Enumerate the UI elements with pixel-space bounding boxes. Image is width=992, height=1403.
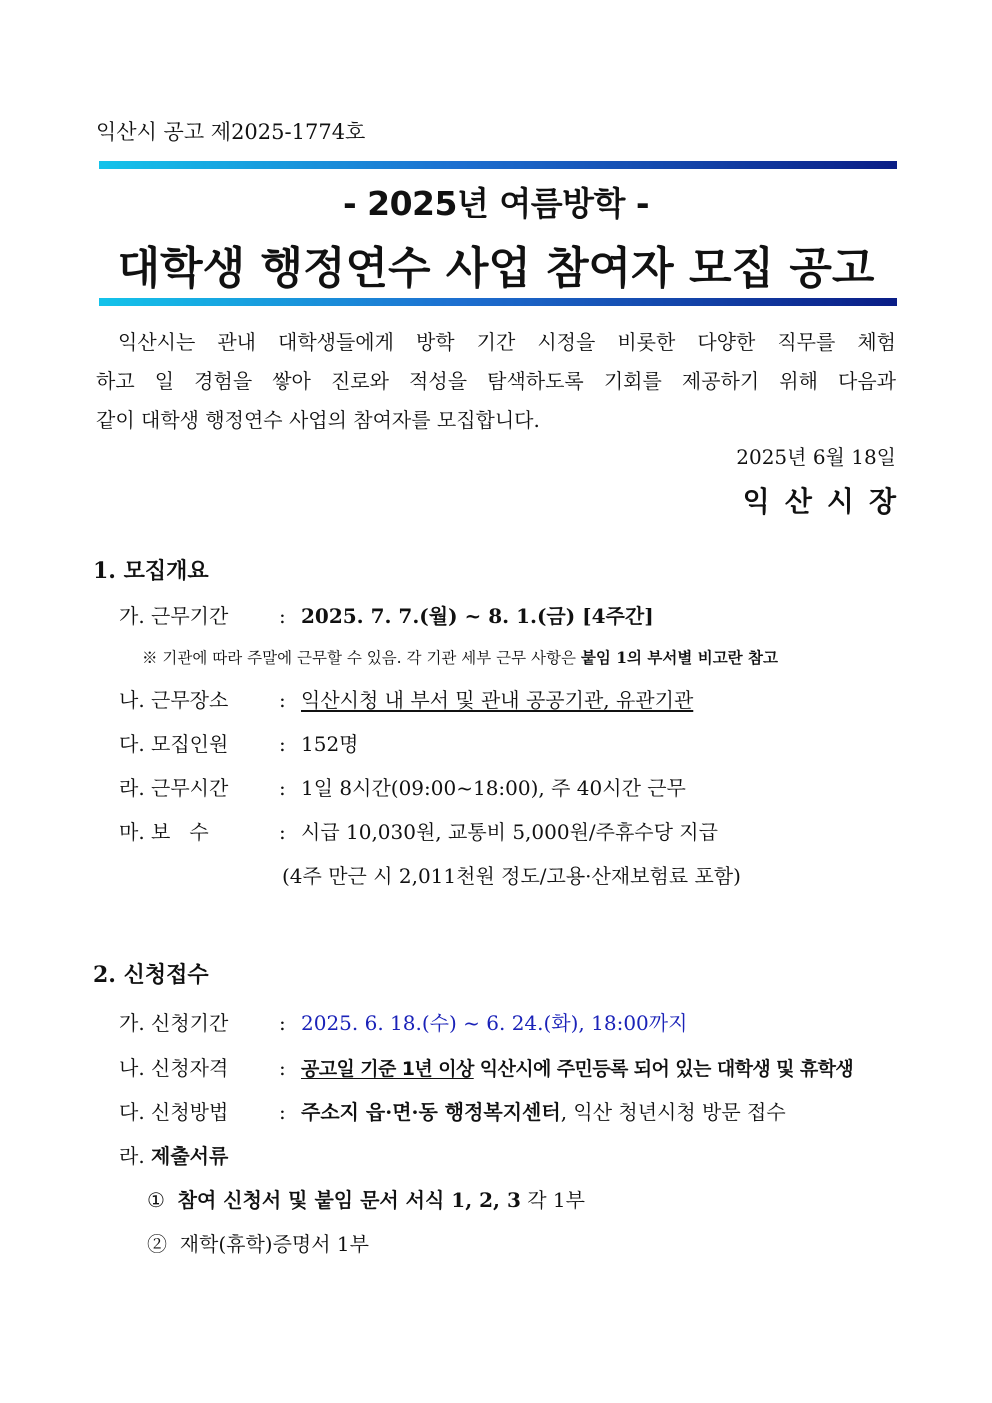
document-item-1-marker: ① xyxy=(147,1188,165,1212)
documents-label: 제출서류 xyxy=(151,1144,229,1168)
intro-line-3: 같이 대학생 행정연수 사업의 참여자를 모집합니다. xyxy=(96,408,540,432)
pay-value: 시급 10,030원, 교통비 5,000원/주휴수당 지급 xyxy=(301,820,718,844)
eligibility-underlined: 공고일 기준 1년 이상 xyxy=(301,1058,474,1080)
apply-method-bold: 주소지 읍·면·동 행정복지센터 xyxy=(301,1100,561,1124)
notice-date: 2025년 6월 18일 xyxy=(736,445,896,469)
apply-method-rest: , 익산 청년시청 방문 접수 xyxy=(560,1100,786,1124)
intro-line-1: 익산시는 관내 대학생들에게 방학 기간 시정을 비롯한 다양한 직무를 체험 xyxy=(118,330,896,354)
intro-line-2: 하고 일 경험을 쌓아 진로와 적성을 탐색하도록 기회를 제공하기 위해 다음과 xyxy=(96,369,896,393)
headcount-row: 다. 모집인원 : 152명 xyxy=(119,728,359,757)
work-period-label: 가. 근무기간 xyxy=(119,604,229,628)
work-hours-row: 라. 근무시간 : 1일 8시간(09:00~18:00), 주 40시간 근무 xyxy=(119,772,686,801)
signer: 익산시장 xyxy=(742,485,911,518)
note-emphasis: 붙임 1의 부서별 비고란 참고 xyxy=(580,648,778,667)
apply-period-value: 2025. 6. 18.(수) ~ 6. 24.(화), 18:00까지 xyxy=(301,1011,688,1035)
documents-prefix: 라. xyxy=(119,1144,152,1168)
work-place-row: 나. 근무장소 : 익산시청 내 부서 및 관내 공공기관, 유관기관 xyxy=(119,684,693,713)
notice-number: 익산시 공고 제2025-1774호 xyxy=(96,120,366,144)
document-item-1 xyxy=(147,1184,585,1213)
apply-period-label: 가. 신청기간 xyxy=(119,1011,229,1035)
eligibility-row: 나. 신청자격 : 공고일 기준 1년 이상 익산시에 주민등록 되어 있는 대학생 및 휴학생 xyxy=(119,1052,853,1081)
documents-row xyxy=(119,1140,228,1169)
headcount-value: 152명 xyxy=(301,732,359,756)
document-item-1-bold: 참여 신청서 및 붙임 문서 서식 1, 2, 3 xyxy=(177,1188,521,1212)
work-place-label: 나. 근무장소 xyxy=(119,688,229,712)
eligibility-label: 나. 신청자격 xyxy=(119,1056,229,1080)
page-title: 대학생 행정연수 사업 참여자 모집 공고 xyxy=(117,243,875,294)
work-period-note xyxy=(142,646,778,668)
document-item-2-rest: 재학(휴학)증명서 1부 xyxy=(179,1232,369,1256)
section-2-title: 2. 신청접수 xyxy=(93,962,209,988)
work-hours-value: 1일 8시간(09:00~18:00), 주 40시간 근무 xyxy=(301,776,686,800)
title-subheading: - 2025년 여름방학 - xyxy=(342,184,650,223)
section-1-title: 1. 모집개요 xyxy=(93,558,209,584)
work-period-row: 가. 근무기간 : 2025. 7. 7.(월) ~ 8. 1.(금) [4주간] xyxy=(119,600,654,629)
document-item-2 xyxy=(147,1228,369,1257)
title-bar-bottom xyxy=(99,298,897,306)
eligibility-rest: 익산시에 주민등록 되어 있는 대학생 및 휴학생 xyxy=(473,1058,854,1080)
pay-detail: (4주 만근 시 2,011천원 정도/고용·산재보험료 포함) xyxy=(282,864,741,888)
work-hours-label: 라. 근무시간 xyxy=(119,776,229,800)
document-item-1-rest: 각 1부 xyxy=(520,1188,585,1212)
note-text: ※ 기관에 따라 주말에 근무할 수 있음. 각 기관 세부 근무 사항은 xyxy=(142,649,581,667)
apply-method-label: 다. 신청방법 xyxy=(119,1100,229,1124)
title-bar-top xyxy=(99,161,897,169)
work-place-value: 익산시청 내 부서 및 관내 공공기관, 유관기관 xyxy=(301,688,694,712)
headcount-label: 다. 모집인원 xyxy=(119,732,229,756)
apply-method-row: 다. 신청방법 : 주소지 읍·면·동 행정복지센터, 익산 청년시청 방문 접수 xyxy=(119,1096,786,1125)
apply-period-row: 가. 신청기간 : 2025. 6. 18.(수) ~ 6. 24.(화), 18:00까지 xyxy=(119,1007,687,1036)
document-item-2-marker: ② xyxy=(147,1232,167,1256)
pay-row: 마. 보 수 : 시급 10,030원, 교통비 5,000원/주휴수당 지급 xyxy=(119,816,718,845)
pay-label: 마. 보 수 xyxy=(119,820,209,844)
work-period-value: 2025. 7. 7.(월) ~ 8. 1.(금) [4주간] xyxy=(301,604,654,628)
